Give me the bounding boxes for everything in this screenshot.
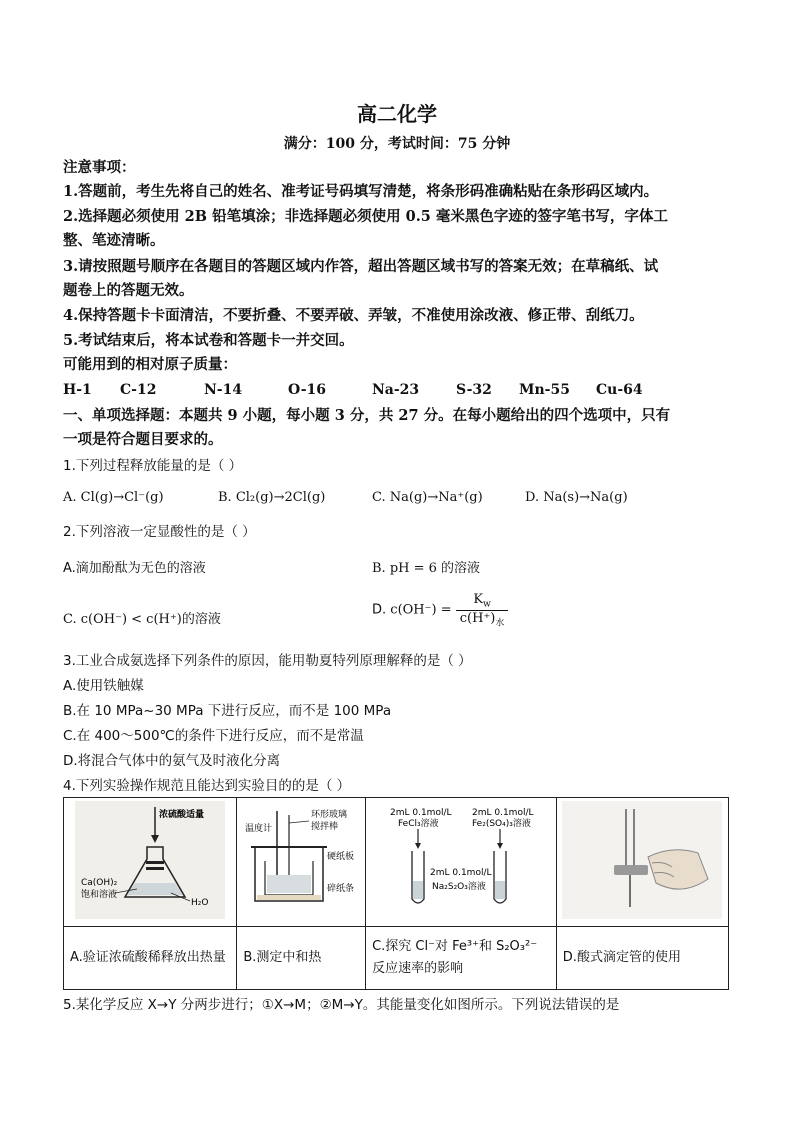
fig-c-label-1a: 2mL 0.1mol/L bbox=[389, 808, 452, 818]
question-4-option-a: A.验证浓硫酸稀释放出热量 bbox=[64, 927, 237, 990]
question-3-option-a: A.使用铁触媒 bbox=[63, 678, 144, 694]
fig-a-label-caoh: Ca(OH)₂ bbox=[81, 878, 118, 888]
page-title: 高二化学 bbox=[357, 102, 437, 126]
section-heading-cont: 一项是符合题目要求的。 bbox=[63, 431, 223, 448]
question-2-option-d bbox=[372, 592, 508, 628]
question-2-option-d-lhs: c(OH⁻) = bbox=[390, 602, 452, 618]
notice-item: 2.选择题必须使用 2B 铅笔填涂；非选择题必须使用 0.5 毫米黑色字迹的签字笔书写，字体工 bbox=[63, 208, 668, 225]
fig-b-label-board: 硬纸板 bbox=[327, 852, 355, 862]
exam-info: 满分：100 分，考试时间：75 分钟 bbox=[283, 136, 511, 152]
section-heading: 一、单项选择题：本题共 9 小题，每小题 3 分，共 27 分。在每小题给出的四个选项中，只有 bbox=[63, 407, 671, 424]
notice-heading: 注意事项： bbox=[63, 159, 136, 176]
figure-a-flask-diagram bbox=[75, 801, 225, 919]
atomic-mass: S-32 bbox=[456, 382, 492, 398]
question-4-option-b: B.测定中和热 bbox=[237, 927, 366, 990]
question-1-stem: 1.下列过程释放能量的是（ ） bbox=[63, 458, 243, 474]
atomic-mass: C-12 bbox=[120, 382, 157, 398]
fig-c-label-3b: Na₂S₂O₃溶液 bbox=[431, 882, 486, 892]
question-1-option-a: A. Cl(g)→Cl⁻(g) bbox=[63, 490, 164, 505]
atomic-mass: Cu-64 bbox=[596, 382, 643, 398]
figure-d-burette-diagram bbox=[562, 801, 722, 919]
question-3-option-c: C.在 400～500℃的条件下进行反应，而不是常温 bbox=[63, 728, 364, 744]
question-1-option-b: B. Cl₂(g)→2Cl(g) bbox=[218, 490, 326, 505]
fig-a-label-sat: 饱和溶液 bbox=[81, 890, 118, 900]
question-2-option-c bbox=[63, 608, 221, 627]
fraction-denominator: $c(H^+)_水$ bbox=[459, 610, 505, 629]
fig-a-label-water: H₂O bbox=[191, 898, 209, 908]
atomic-mass: Na-23 bbox=[372, 382, 420, 398]
notice-item: 3.请按照题号顺序在各题目的答题区域内作答，超出答题区域书写的答案无效；在草稿纸、试 bbox=[63, 258, 659, 275]
question-4-stem: 4.下列实验操作规范且能达到实验目的的是（ ） bbox=[63, 778, 351, 794]
notice-item: 题卷上的答题无效。 bbox=[63, 282, 194, 299]
notice-item: 整、笔迹清晰。 bbox=[63, 232, 165, 249]
notice-item: 4.保持答题卡卡面清洁，不要折叠、不要弄破、弄皱，不准使用涂改液、修正带、刮纸刀。 bbox=[63, 307, 644, 324]
atomic-mass: N-14 bbox=[204, 382, 243, 398]
mass-heading: 可能用到的相对原子质量： bbox=[63, 356, 237, 373]
question-4-option-c-line1: C.探究 Cl⁻对 Fe³⁺和 S₂O₃²⁻ bbox=[372, 939, 538, 954]
question-2-option-a: A.滴加酚酞为无色的溶液 bbox=[63, 561, 206, 576]
question-2-option-b: B. pH = 6 的溶液 bbox=[372, 561, 481, 576]
fig-c-label-3a: 2mL 0.1mol/L bbox=[429, 868, 492, 878]
fig-b-label-thermo: 温度计 bbox=[245, 824, 273, 834]
atomic-mass: O-16 bbox=[288, 382, 327, 398]
question-4-option-c-line2: 反应速率的影响 bbox=[372, 961, 464, 976]
fig-b-label-stir1: 环形玻璃 bbox=[311, 810, 348, 820]
question-1-option-d: D. Na(s)→Na(g) bbox=[525, 490, 628, 505]
question-2-option-d-fraction bbox=[456, 592, 509, 628]
fig-c-label-1b: FeCl₃溶液 bbox=[397, 819, 439, 829]
figure-a-cell bbox=[64, 798, 237, 927]
fraction-numerator: $K_w$ bbox=[456, 592, 509, 611]
question-4-option-c bbox=[366, 927, 557, 990]
notice-item: 1.答题前，考生先将自己的姓名、准考证号码填写清楚，将条形码准确粘贴在条形码区域内。 bbox=[63, 183, 659, 200]
fig-b-label-stir2: 搅拌棒 bbox=[311, 822, 339, 832]
question-2-stem: 2.下列溶液一定显酸性的是（ ） bbox=[63, 524, 256, 540]
figure-b-calorimeter-diagram bbox=[239, 801, 363, 919]
question-1-option-c: C. Na(g)→Na⁺(g) bbox=[372, 490, 483, 505]
question-4-option-d: D.酸式滴定管的使用 bbox=[556, 927, 728, 990]
question-2-option-c-text: 的溶液 bbox=[181, 612, 221, 627]
figure-d-cell bbox=[556, 798, 728, 927]
question-4-table bbox=[63, 797, 729, 990]
question-2-option-d-label: D. bbox=[372, 602, 387, 618]
question-3-option-b: B.在 10 MPa~30 MPa 下进行反应，而不是 100 MPa bbox=[63, 703, 392, 719]
question-5-stem: 5.某化学反应 X→Y 分两步进行；①X→M；②M→Y。其能量变化如图所示。下列说法错误的是 bbox=[63, 997, 620, 1013]
figure-b-cell bbox=[237, 798, 366, 927]
question-3-option-d: D.将混合气体中的氨气及时液化分离 bbox=[63, 753, 281, 769]
question-3-stem: 3.工业合成氨选择下列条件的原因，能用勒夏特列原理解释的是（ ） bbox=[63, 653, 472, 669]
figure-c-tubes-diagram bbox=[368, 801, 554, 919]
atomic-mass: Mn-55 bbox=[519, 382, 570, 398]
fig-c-label-2a: 2mL 0.1mol/L bbox=[471, 808, 534, 818]
notice-item: 5.考试结束后，将本试卷和答题卡一并交回。 bbox=[63, 332, 354, 349]
fig-a-label-acid: 浓硫酸适量 bbox=[159, 810, 205, 820]
figure-c-cell bbox=[366, 798, 557, 927]
question-2-option-c-formula: C. c(OH⁻) < c(H⁺) bbox=[63, 612, 182, 627]
fig-b-label-paper: 碎纸条 bbox=[327, 884, 355, 894]
atomic-mass: H-1 bbox=[63, 382, 92, 398]
fig-c-label-2b: Fe₂(SO₄)₃溶液 bbox=[471, 819, 531, 829]
